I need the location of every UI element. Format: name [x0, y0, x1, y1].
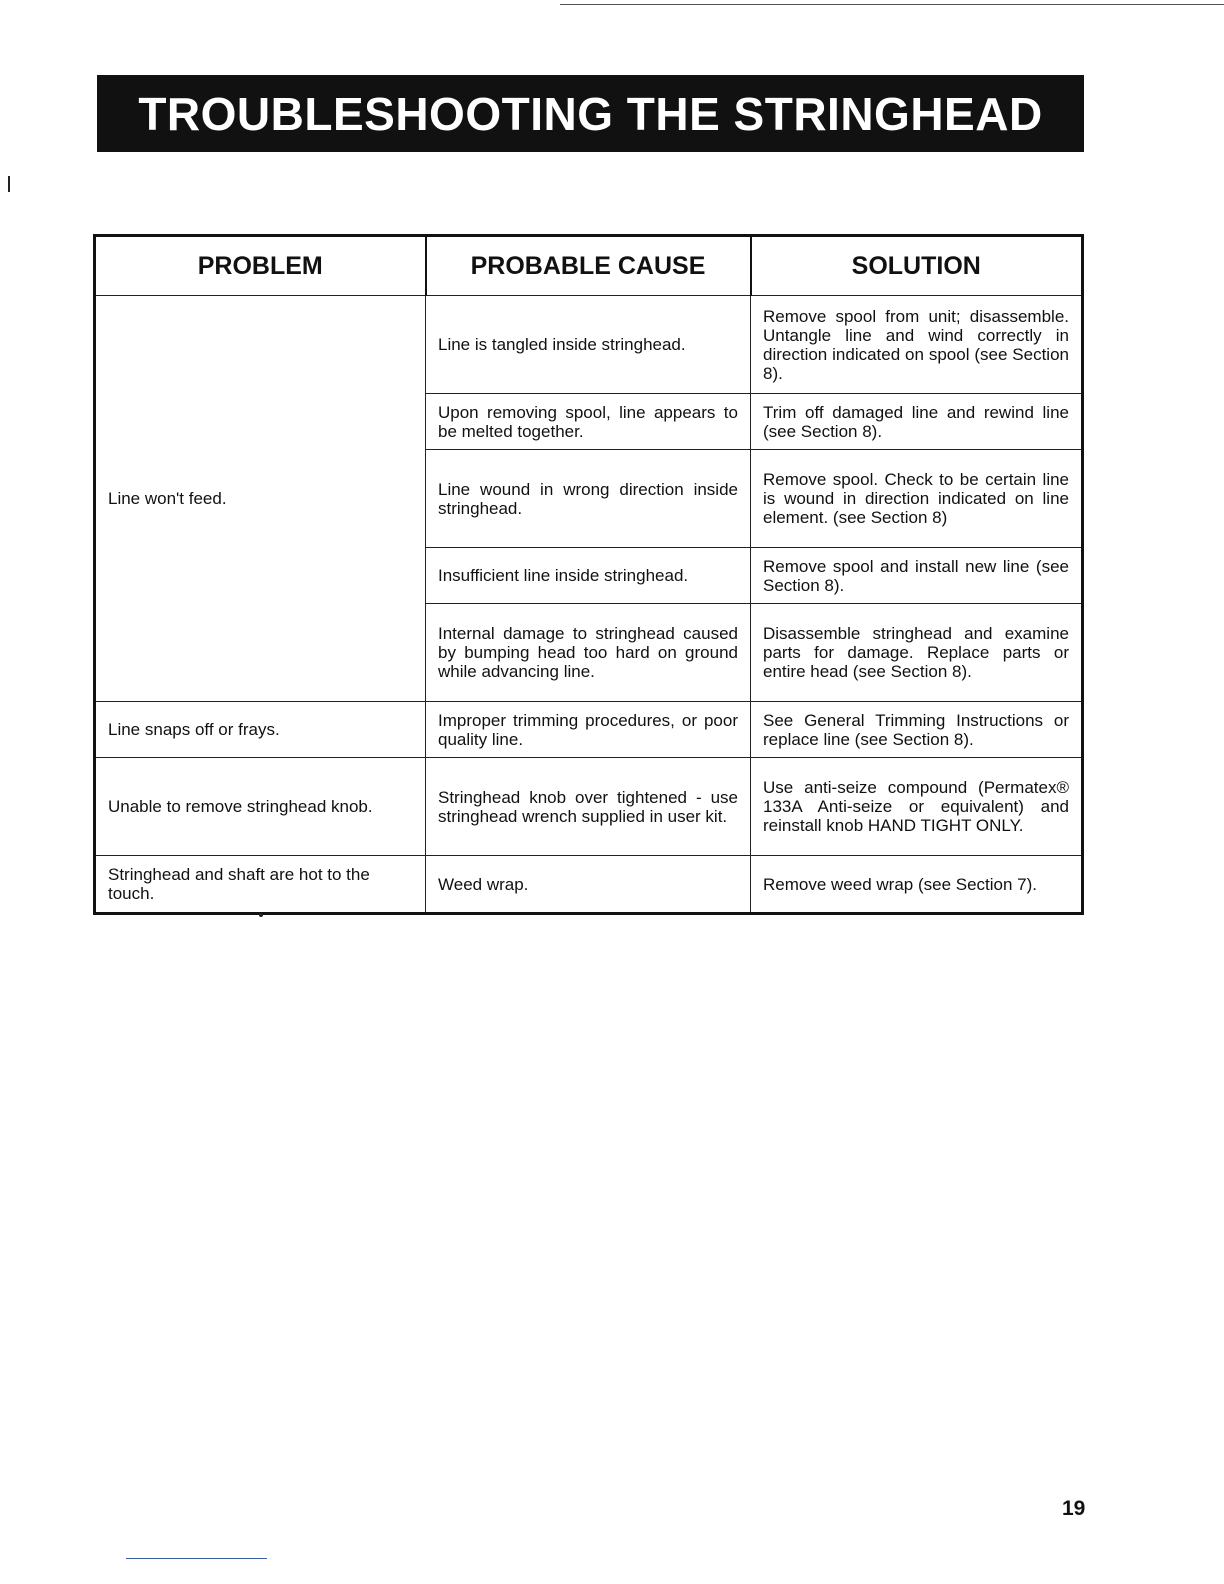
stray-dot: [259, 913, 263, 917]
table-row: [95, 856, 1083, 914]
margin-mark: [8, 176, 10, 192]
solution-cell: Trim off damaged line and rewind line (see Section 8).: [751, 394, 1083, 450]
cause-cell: Improper trimming procedures, or poor quality line.: [426, 702, 751, 758]
header-problem: PROBLEM: [95, 236, 426, 296]
cause-cell: Line wound in wrong direction inside stringhead.: [426, 450, 751, 548]
top-rule: [560, 4, 1224, 5]
solution-cell: Remove spool from unit; disassemble. Untangle line and wind correctly in direction indicated on spool (see Section 8).: [751, 296, 1083, 394]
solution-cell: Use anti-seize compound (Permatex® 133A Anti-seize or equivalent) and reinstall knob HAND TIGHT ONLY.: [751, 758, 1083, 856]
solution-cell: See General Trimming Instructions or replace line (see Section 8).: [751, 702, 1083, 758]
problem-cell: Stringhead and shaft are hot to the touch.: [95, 856, 426, 914]
table-row: [95, 702, 1083, 758]
cause-cell: Upon removing spool, line appears to be melted together.: [426, 394, 751, 450]
table-header-row: [95, 236, 1083, 296]
solution-cell: Remove weed wrap (see Section 7).: [751, 856, 1083, 914]
bottom-rule: [126, 1558, 267, 1559]
solution-cell: Remove spool and install new line (see Section 8).: [751, 548, 1083, 604]
problem-cell: Line won't feed.: [95, 296, 426, 702]
cause-cell: Internal damage to stringhead caused by bumping head too hard on ground while advancing line.: [426, 604, 751, 702]
title-banner: [97, 75, 1084, 152]
solution-cell: Remove spool. Check to be certain line is wound in direction indicated on line element. (see Section 8): [751, 450, 1083, 548]
header-probable-cause: PROBABLE CAUSE: [426, 236, 751, 296]
problem-cell: Line snaps off or frays.: [95, 702, 426, 758]
table-row: [95, 758, 1083, 856]
page-title: TROUBLESHOOTING THE STRINGHEAD: [138, 87, 1043, 140]
page-number: 19: [1062, 1497, 1086, 1520]
cause-cell: Stringhead knob over tightened - use stringhead wrench supplied in user kit.: [426, 758, 751, 856]
solution-cell: Disassemble stringhead and examine parts for damage. Replace parts or entire head (see Section 8).: [751, 604, 1083, 702]
table-row: [95, 296, 1083, 394]
header-solution: SOLUTION: [751, 236, 1083, 296]
cause-cell: Insufficient line inside stringhead.: [426, 548, 751, 604]
troubleshooting-table: [93, 234, 1084, 915]
cause-cell: Weed wrap.: [426, 856, 751, 914]
problem-cell: Unable to remove stringhead knob.: [95, 758, 426, 856]
cause-cell: Line is tangled inside stringhead.: [426, 296, 751, 394]
